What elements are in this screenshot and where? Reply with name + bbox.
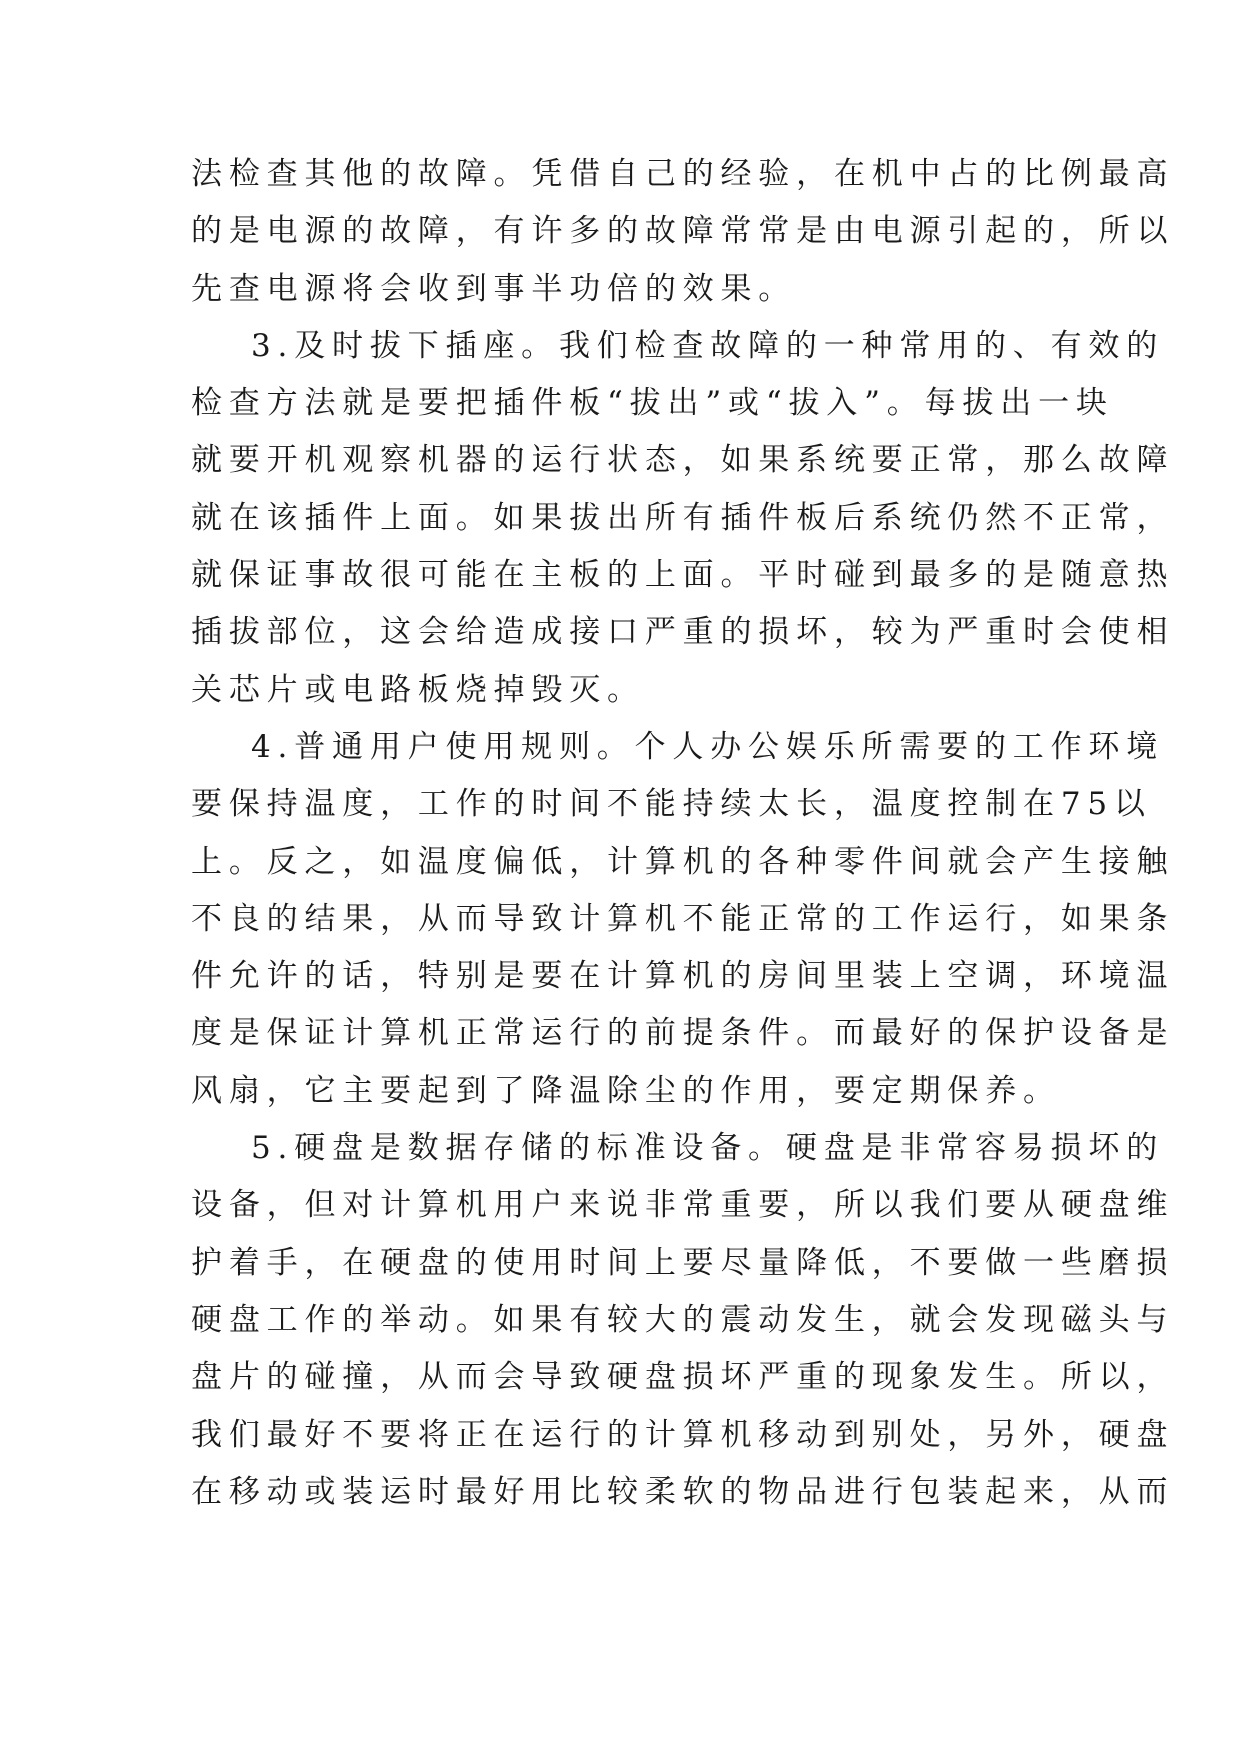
text-line: 关芯片或电路板烧掉毁灭。 [191,671,645,708]
text-line: 护着手，在硬盘的使用时间上要尽量降低，不要做一些磨损 [191,1244,1175,1281]
text-line: 度是保证计算机正常运行的前提条件。而最好的保护设备是 [191,1015,1175,1052]
text-line: 就要开机观察机器的运行状态，如果系统要正常，那么故障 [191,442,1175,479]
paragraph [191,318,1175,719]
text-line: 风扇，它主要起到了降温除尘的作用，要定期保养。 [191,1072,1061,1109]
text-line: 就保证事故很可能在主板的上面。平时碰到最多的是随意热 [191,557,1175,594]
text-line: 先查电源将会收到事半功倍的效果。 [191,270,797,307]
text-line: 插拔部位，这会给造成接口严重的损坏，较为严重时会使相 [191,614,1175,651]
text-line: 就在该插件上面。如果拔出所有插件板后系统仍然不正常， [191,499,1175,536]
paragraph [191,1120,1175,1521]
text-line: 上。反之，如温度偏低，计算机的各种零件间就会产生接触 [191,843,1175,880]
paragraph [191,719,1175,1120]
text-line: 盘片的碰撞，从而会导致硬盘损坏严重的现象发生。所以， [191,1359,1175,1396]
paragraph [191,146,1175,318]
text-line: 在移动或装运时最好用比较柔软的物品进行包装起来，从而 [191,1473,1175,1510]
text-line: 硬盘工作的举动。如果有较大的震动发生，就会发现磁头与 [191,1301,1175,1338]
text-line: 3.及时拔下插座。我们检查故障的一种常用的、有效的 [251,327,1165,364]
text-line: 不良的结果，从而导致计算机不能正常的工作运行，如果条 [191,900,1175,937]
text-line: 要保持温度，工作的时间不能持续太长，温度控制在75以 [191,786,1152,823]
document-body [191,146,1175,1521]
text-line: 件允许的话，特别是要在计算机的房间里装上空调，环境温 [191,958,1175,995]
text-line: 4.普通用户使用规则。个人办公娱乐所需要的工作环境 [251,728,1165,765]
text-line: 的是电源的故障，有许多的故障常常是由电源引起的，所以 [191,213,1175,250]
text-line: 我们最好不要将正在运行的计算机移动到别处，另外，硬盘 [191,1416,1175,1453]
text-line: 设备，但对计算机用户来说非常重要，所以我们要从硬盘维 [191,1187,1175,1224]
text-line: 5.硬盘是数据存储的标准设备。硬盘是非常容易损坏的 [251,1130,1165,1167]
text-line: 检查方法就是要把插件板“拔出”或“拔入”。每拔出一块 [191,385,1114,422]
text-line: 法检查其他的故障。凭借自己的经验，在机中占的比例最高 [191,156,1175,192]
